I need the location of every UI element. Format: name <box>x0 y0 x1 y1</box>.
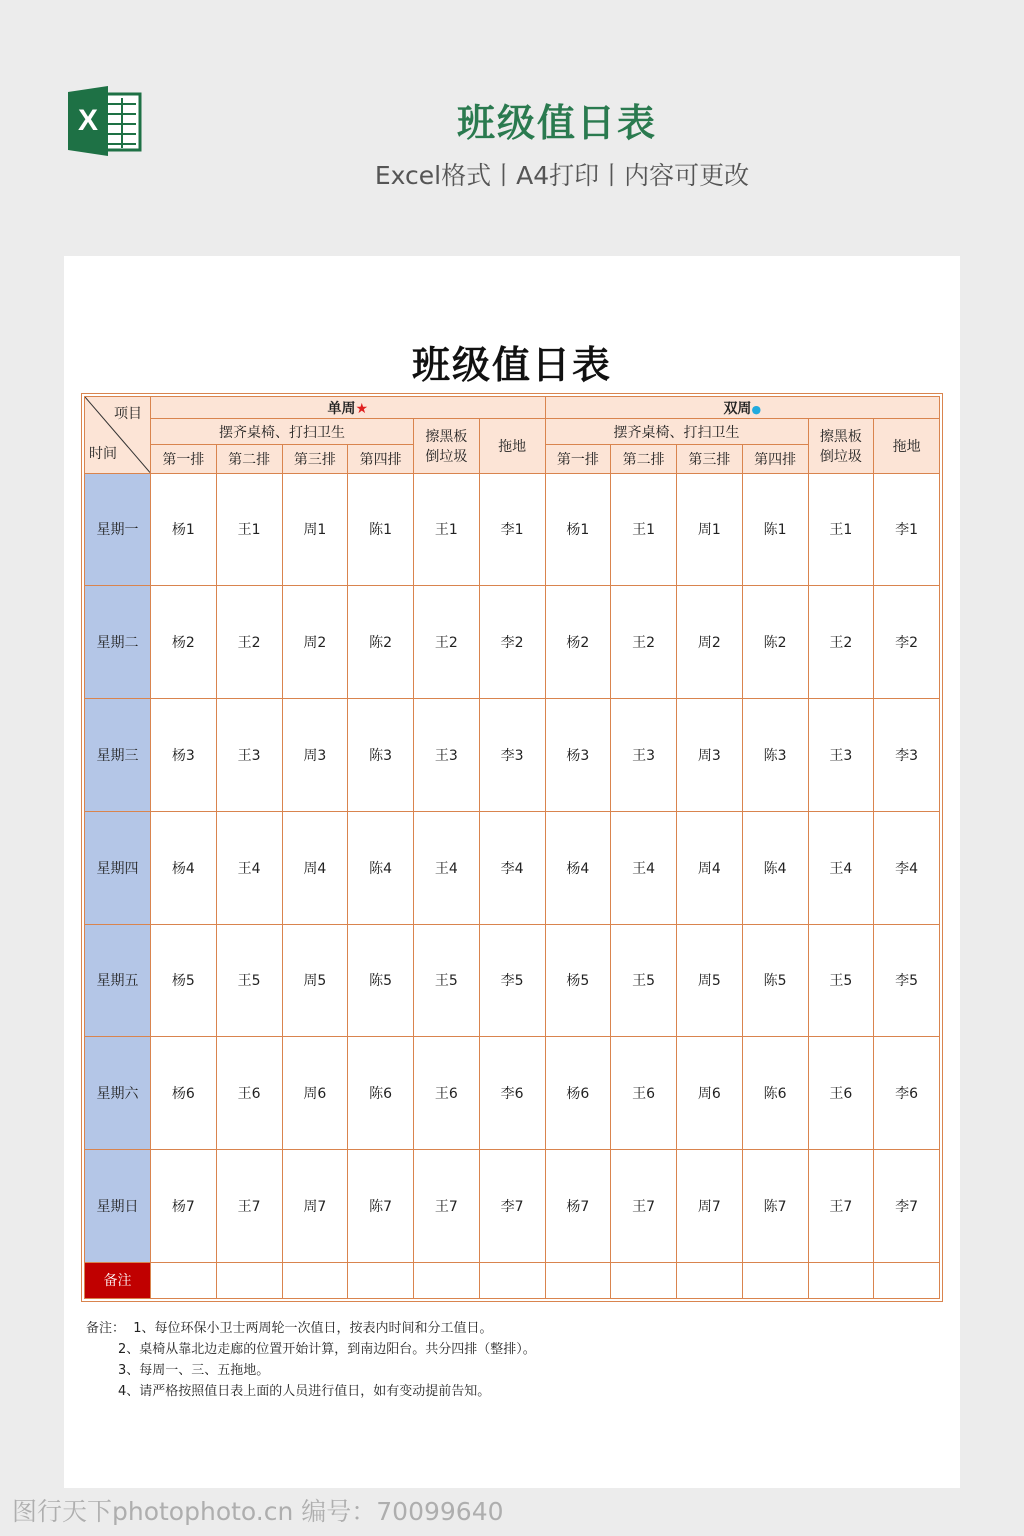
duty-cell[interactable]: 杨7 <box>151 1150 217 1263</box>
duty-cell[interactable]: 王7 <box>808 1150 874 1263</box>
duty-cell[interactable]: 陈1 <box>742 473 808 586</box>
duty-cell[interactable]: 王4 <box>414 811 480 924</box>
duty-cell[interactable]: 陈2 <box>742 586 808 699</box>
duty-cell[interactable]: 王1 <box>414 473 480 586</box>
duty-cell[interactable]: 周1 <box>282 473 348 586</box>
task-board-header: 擦黑板 倒垃圾 <box>808 419 874 473</box>
duty-cell[interactable]: 王2 <box>611 586 677 699</box>
remark-cell[interactable] <box>479 1262 545 1298</box>
duty-cell[interactable]: 王2 <box>808 586 874 699</box>
duty-cell[interactable]: 杨1 <box>151 473 217 586</box>
duty-cell[interactable]: 王7 <box>414 1150 480 1263</box>
duty-cell[interactable]: 李2 <box>479 586 545 699</box>
duty-roster-table <box>84 396 940 1299</box>
duty-cell[interactable]: 李5 <box>874 924 940 1037</box>
task-mop-header: 拖地 <box>874 419 940 473</box>
duty-cell[interactable]: 杨5 <box>151 924 217 1037</box>
task-mop-header: 拖地 <box>479 419 545 473</box>
day-label: 星期二 <box>85 586 151 699</box>
remark-cell[interactable] <box>216 1262 282 1298</box>
duty-cell[interactable]: 李7 <box>874 1150 940 1263</box>
duty-cell[interactable]: 周6 <box>677 1037 743 1150</box>
double-week-header: 双周● <box>545 397 940 419</box>
duty-cell[interactable]: 陈2 <box>348 586 414 699</box>
remark-cell[interactable] <box>677 1262 743 1298</box>
watermark-text: 图行天下photophoto.cn 编号：70099640 <box>12 1497 504 1526</box>
duty-cell[interactable]: 陈7 <box>348 1150 414 1263</box>
duty-cell[interactable]: 陈3 <box>742 699 808 812</box>
duty-cell[interactable]: 王5 <box>414 924 480 1037</box>
duty-cell[interactable]: 周4 <box>282 811 348 924</box>
duty-cell[interactable]: 李2 <box>874 586 940 699</box>
row-label-header: 第三排 <box>282 445 348 473</box>
duty-cell[interactable]: 周3 <box>282 699 348 812</box>
duty-cell[interactable]: 王6 <box>611 1037 677 1150</box>
duty-cell[interactable]: 杨5 <box>545 924 611 1037</box>
duty-cell[interactable]: 王6 <box>808 1037 874 1150</box>
duty-cell[interactable]: 王1 <box>611 473 677 586</box>
corner-cell <box>85 397 151 474</box>
day-row <box>85 1150 940 1263</box>
duty-cell[interactable]: 杨3 <box>545 699 611 812</box>
duty-cell[interactable]: 杨1 <box>545 473 611 586</box>
note-item: 1、每位环保小卫士两周轮一次值日，按表内时间和分工值日。 <box>133 1321 493 1336</box>
duty-cell[interactable]: 周7 <box>677 1150 743 1263</box>
remark-cell[interactable] <box>151 1262 217 1298</box>
duty-cell[interactable]: 陈5 <box>348 924 414 1037</box>
duty-cell[interactable]: 杨7 <box>545 1150 611 1263</box>
note-line <box>86 1318 536 1339</box>
duty-cell[interactable]: 李6 <box>479 1037 545 1150</box>
duty-cell[interactable]: 李6 <box>874 1037 940 1150</box>
remark-row <box>85 1262 940 1298</box>
day-row <box>85 699 940 812</box>
row-label-header: 第四排 <box>742 445 808 473</box>
duty-cell[interactable]: 王4 <box>216 811 282 924</box>
note-item: 2、桌椅从靠北边走廊的位置开始计算，到南边阳台。共分四排（整排）。 <box>118 1342 536 1357</box>
duty-cell[interactable]: 王1 <box>808 473 874 586</box>
day-label: 星期六 <box>85 1037 151 1150</box>
duty-cell[interactable]: 王5 <box>216 924 282 1037</box>
duty-cell[interactable]: 周5 <box>282 924 348 1037</box>
duty-cell[interactable]: 陈3 <box>348 699 414 812</box>
remark-cell[interactable] <box>348 1262 414 1298</box>
document-sheet <box>64 256 960 1488</box>
duty-cell[interactable]: 李5 <box>479 924 545 1037</box>
duty-cell[interactable]: 李1 <box>479 473 545 586</box>
duty-cell[interactable]: 王2 <box>216 586 282 699</box>
notes-section <box>86 1318 536 1402</box>
duty-cell[interactable]: 杨6 <box>545 1037 611 1150</box>
day-row <box>85 1037 940 1150</box>
duty-cell[interactable]: 王2 <box>414 586 480 699</box>
logo-letter: X <box>77 104 99 137</box>
duty-cell[interactable]: 王5 <box>808 924 874 1037</box>
duty-cell[interactable]: 李4 <box>479 811 545 924</box>
day-row <box>85 924 940 1037</box>
remark-cell[interactable] <box>611 1262 677 1298</box>
duty-cell[interactable]: 陈4 <box>742 811 808 924</box>
day-label: 星期三 <box>85 699 151 812</box>
duty-cell[interactable]: 王3 <box>414 699 480 812</box>
row-label-header: 第四排 <box>348 445 414 473</box>
row-label-header: 第一排 <box>545 445 611 473</box>
remark-label: 备注 <box>85 1262 151 1298</box>
remark-cell[interactable] <box>808 1262 874 1298</box>
day-row <box>85 811 940 924</box>
duty-cell[interactable]: 周7 <box>282 1150 348 1263</box>
duty-cell[interactable]: 杨2 <box>151 586 217 699</box>
remark-cell[interactable] <box>874 1262 940 1298</box>
duty-cell[interactable]: 王4 <box>611 811 677 924</box>
note-item: 4、请严格按照值日表上面的人员进行值日，如有变动提前告知。 <box>118 1384 491 1399</box>
duty-cell[interactable]: 陈6 <box>348 1037 414 1150</box>
duty-cell[interactable]: 周5 <box>677 924 743 1037</box>
duty-cell[interactable]: 周3 <box>677 699 743 812</box>
duty-cell[interactable]: 周4 <box>677 811 743 924</box>
header-row-tasks <box>85 419 940 445</box>
day-label: 星期一 <box>85 473 151 586</box>
duty-cell[interactable]: 李1 <box>874 473 940 586</box>
duty-cell[interactable]: 王7 <box>611 1150 677 1263</box>
duty-cell[interactable]: 王3 <box>611 699 677 812</box>
row-label-header: 第二排 <box>611 445 677 473</box>
duty-cell[interactable]: 周2 <box>677 586 743 699</box>
remark-cell[interactable] <box>545 1262 611 1298</box>
single-week-header: 单周★ <box>151 397 546 419</box>
notes-prefix: 备注： <box>86 1321 126 1336</box>
remark-cell[interactable] <box>282 1262 348 1298</box>
duty-cell[interactable]: 王1 <box>216 473 282 586</box>
duty-cell[interactable]: 李7 <box>479 1150 545 1263</box>
duty-cell[interactable]: 杨6 <box>151 1037 217 1150</box>
duty-cell[interactable]: 王4 <box>808 811 874 924</box>
duty-cell[interactable]: 杨4 <box>151 811 217 924</box>
corner-label-item: 项目 <box>114 406 142 422</box>
remark-cell[interactable] <box>414 1262 480 1298</box>
day-row <box>85 586 940 699</box>
sheet-title: 班级值日表 <box>411 343 612 387</box>
remark-cell[interactable] <box>742 1262 808 1298</box>
duty-cell[interactable]: 王3 <box>216 699 282 812</box>
duty-cell[interactable]: 王3 <box>808 699 874 812</box>
row-label-header: 第一排 <box>151 445 217 473</box>
duty-cell[interactable]: 王7 <box>216 1150 282 1263</box>
duty-cell[interactable]: 周1 <box>677 473 743 586</box>
day-label: 星期日 <box>85 1150 151 1263</box>
task-arrange-header: 摆齐桌椅、打扫卫生 <box>151 419 414 445</box>
duty-cell[interactable]: 杨2 <box>545 586 611 699</box>
duty-cell[interactable]: 李4 <box>874 811 940 924</box>
duty-cell[interactable]: 李3 <box>479 699 545 812</box>
duty-cell[interactable]: 李3 <box>874 699 940 812</box>
page-subtitle: Excel格式丨A4打印丨内容可更改 <box>374 161 750 190</box>
duty-cell[interactable]: 陈6 <box>742 1037 808 1150</box>
star-icon: ★ <box>355 400 369 417</box>
header-row-week <box>85 397 940 419</box>
row-label-header: 第二排 <box>216 445 282 473</box>
corner-label-time: 时间 <box>89 445 117 462</box>
task-board-header: 擦黑板 倒垃圾 <box>414 419 480 473</box>
duty-cell[interactable]: 周6 <box>282 1037 348 1150</box>
duty-cell[interactable]: 陈7 <box>742 1150 808 1263</box>
task-arrange-header: 摆齐桌椅、打扫卫生 <box>545 419 808 445</box>
duty-cell[interactable]: 周2 <box>282 586 348 699</box>
duty-cell[interactable]: 王5 <box>611 924 677 1037</box>
duty-cell[interactable]: 杨3 <box>151 699 217 812</box>
duty-cell[interactable]: 王6 <box>216 1037 282 1150</box>
duty-cell[interactable]: 陈1 <box>348 473 414 586</box>
dot-icon: ● <box>751 402 762 416</box>
duty-cell[interactable]: 杨4 <box>545 811 611 924</box>
duty-cell[interactable]: 王6 <box>414 1037 480 1150</box>
day-label: 星期五 <box>85 924 151 1037</box>
day-row <box>85 473 940 586</box>
day-label: 星期四 <box>85 811 151 924</box>
page-title: 班级值日表 <box>456 101 657 145</box>
note-item: 3、每周一、三、五拖地。 <box>118 1363 270 1378</box>
duty-cell[interactable]: 陈5 <box>742 924 808 1037</box>
duty-cell[interactable]: 陈4 <box>348 811 414 924</box>
roster-frame <box>81 393 943 1302</box>
row-label-header: 第三排 <box>677 445 743 473</box>
